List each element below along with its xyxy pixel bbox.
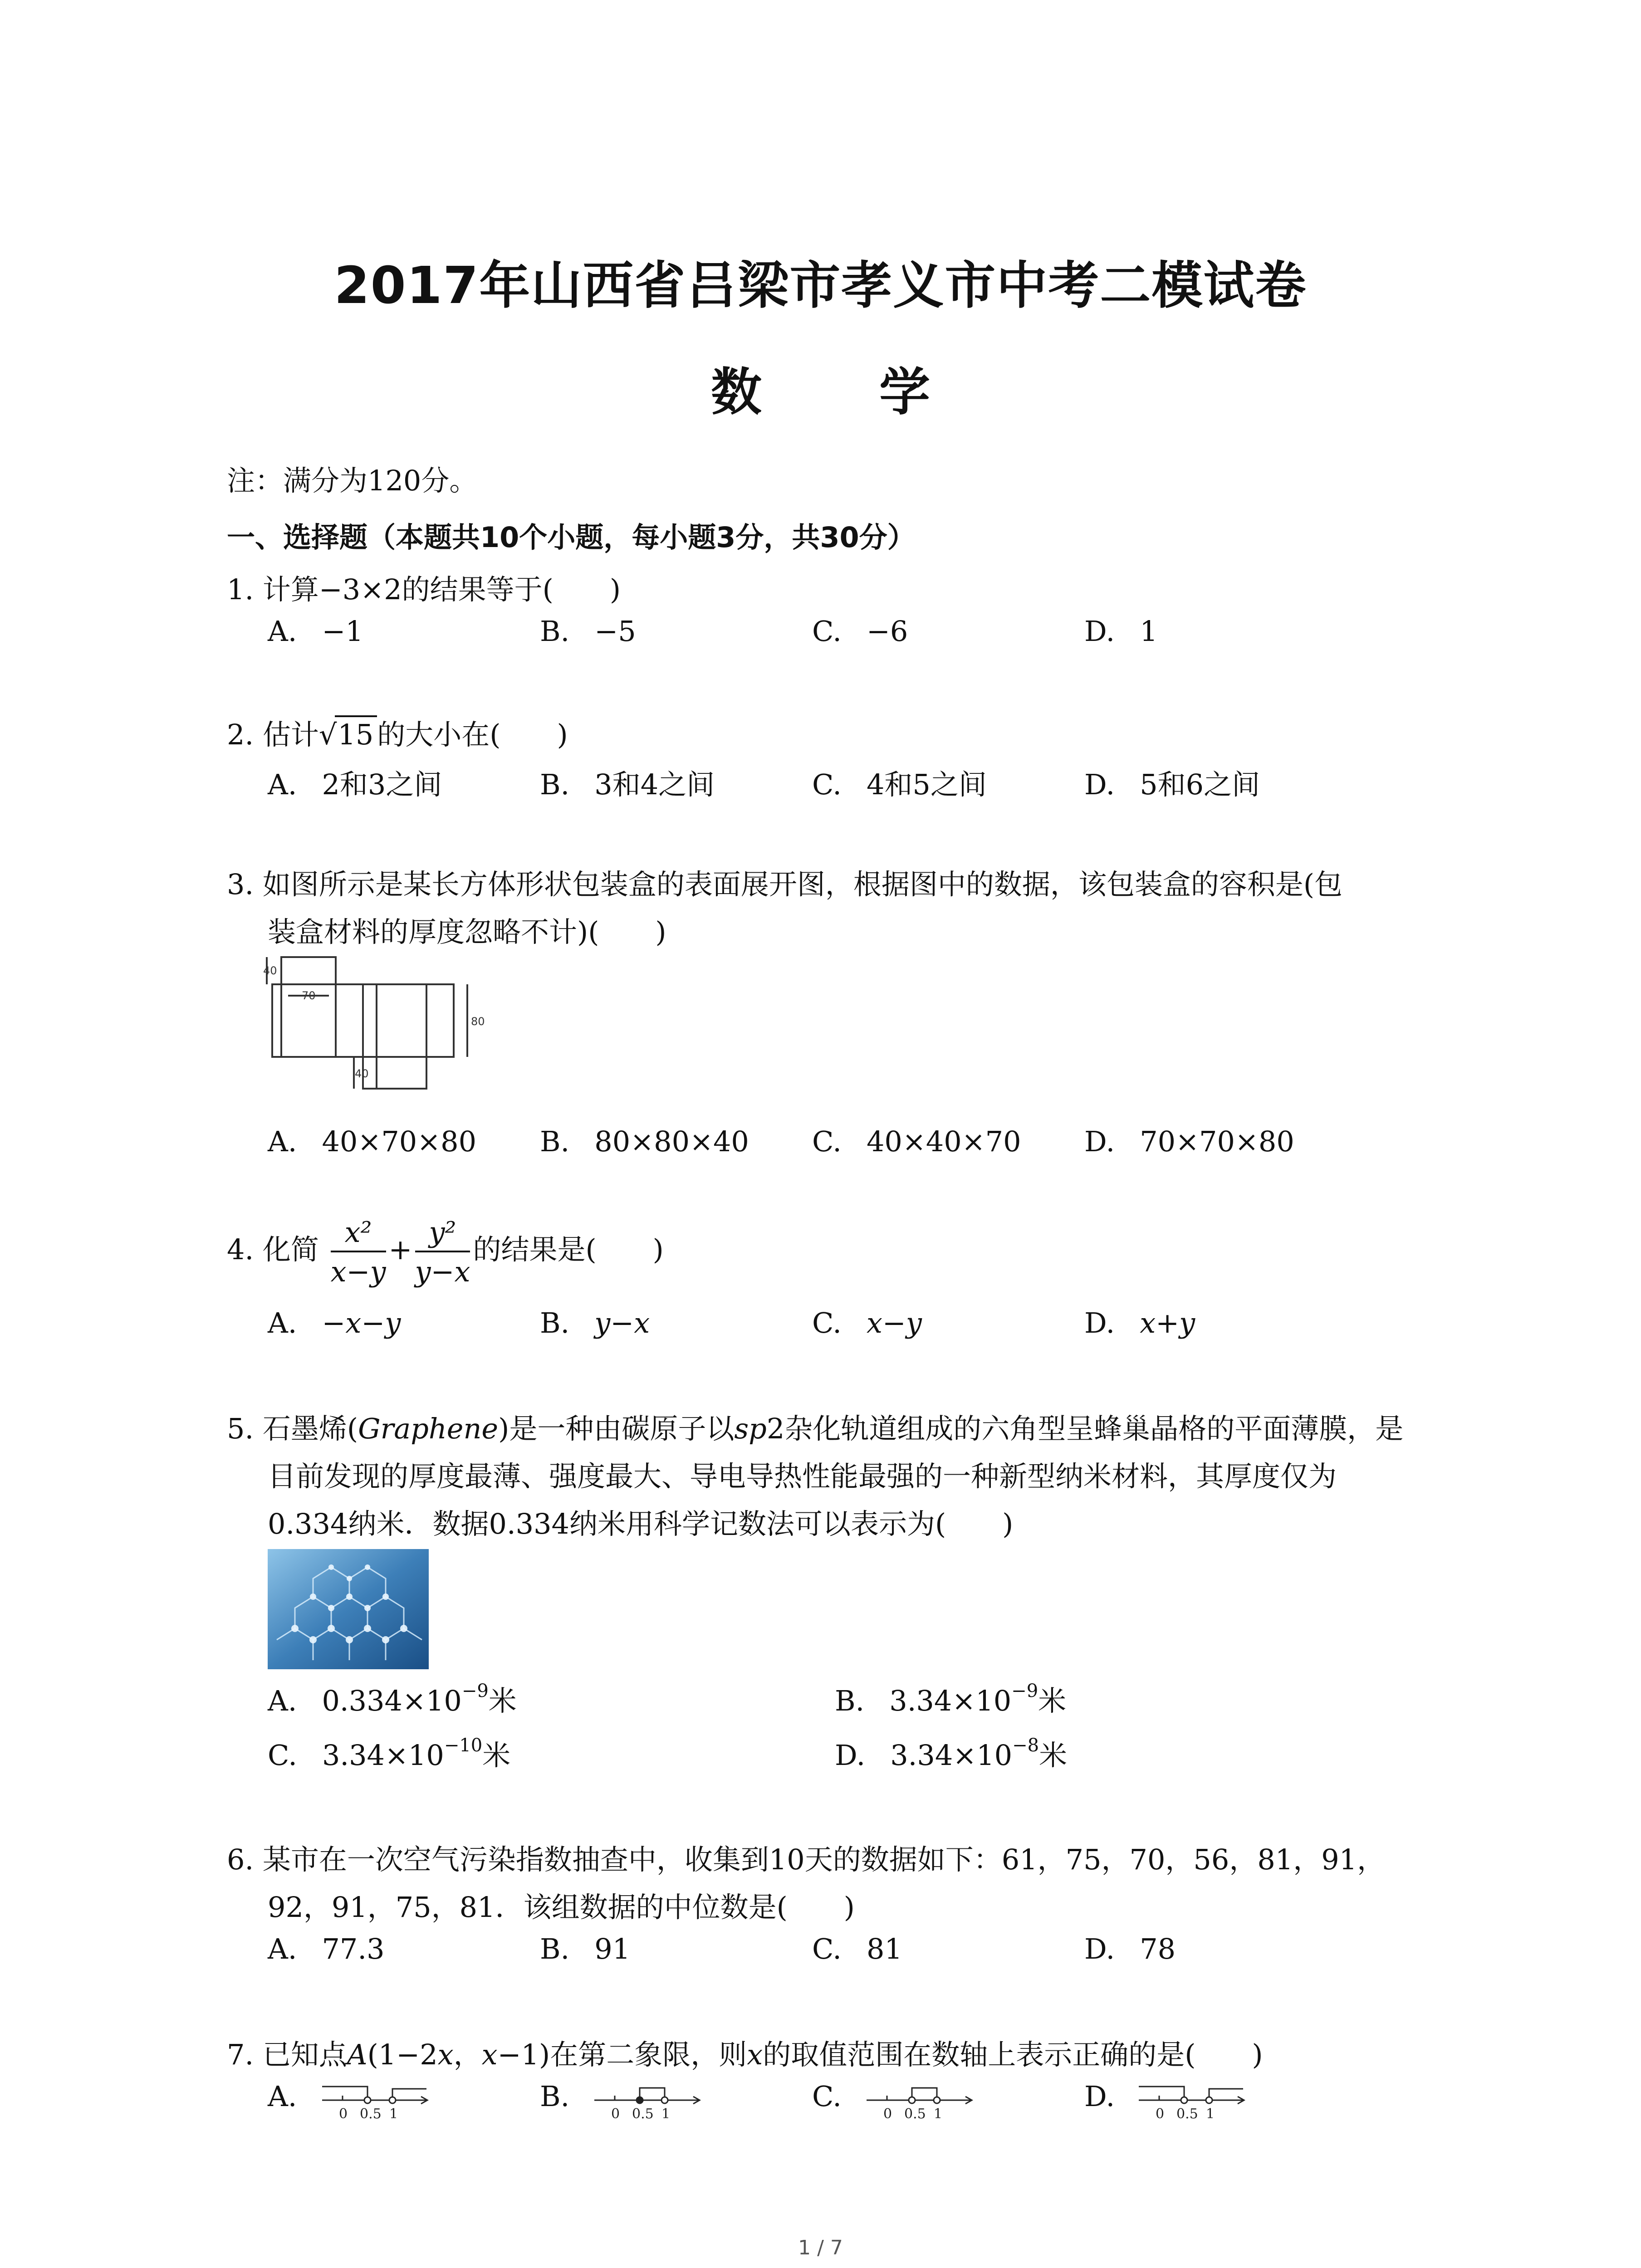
q2-option-d: D. 5和6之间: [1084, 768, 1260, 801]
net-top-flap: [281, 957, 336, 984]
box-net-figure: [263, 953, 499, 1120]
question-5-line1: 5. 石墨烯(Graphene)是一种由碳原子以sp2杂化轨道组成的六角型呈蜂巢晶格的平面薄膜，是: [227, 1412, 1404, 1445]
tick-label-1: 1: [1206, 2106, 1215, 2122]
q7-option-c-numberline: [862, 2075, 980, 2125]
tick-label-0.5: 0.5: [360, 2106, 382, 2122]
q7-option-c-letter: C.: [812, 2080, 842, 2113]
q2-option-b: B. 3和4之间: [540, 768, 715, 801]
score-note: 注：满分为120分。: [227, 464, 478, 497]
tick-label-0: 0: [883, 2106, 892, 2122]
fraction-1: $\frac{\text{x²}}{x-y}$: [330, 1216, 386, 1288]
section-heading: 一、选择题（本题共10个小题，每小题3分，共30分）: [227, 521, 916, 554]
question-6-line1: 6. 某市在一次空气污染指数抽查中，收集到10天的数据如下：61，75，70，56，81，91，: [227, 1843, 1386, 1876]
exam-title: 2017年山西省吕梁市孝义市中考二模试卷: [334, 256, 1307, 315]
question-3-line2: 装盒材料的厚度忽略不计)( ): [268, 915, 666, 948]
question-1: 1. 计算−3×2的结果等于( ): [227, 573, 621, 606]
q5-option-b: B. $3.34\times 10^{-9}$米: [835, 1681, 1067, 1717]
question-2: 2. 估计√15 的大小在( ): [227, 712, 568, 753]
question-6-line2: 92，91，75，81．该组数据的中位数是( ): [268, 1891, 855, 1924]
tick-label-1: 1: [661, 2106, 671, 2122]
tick-label-0: 0: [611, 2106, 620, 2122]
question-7: 7. 已知点A(1−2x，x−1)在第二象限，则x的取值范围在数轴上表示正确的是( ): [227, 2038, 1263, 2071]
question-5-line2: 目前发现的厚度最薄、强度最大、导电导热性能最强的一种新型纳米材料，其厚度仅为: [268, 1460, 1337, 1493]
fig-label-40-bottom: 40: [355, 1067, 369, 1080]
subject-title: 数 学: [711, 363, 980, 422]
page-number: 1 / 7: [798, 2236, 843, 2259]
graphene-image: [268, 1549, 429, 1669]
tick-label-0.5: 0.5: [632, 2106, 654, 2122]
radical-sign: √: [318, 718, 337, 751]
q7-option-d-numberline: [1134, 2075, 1252, 2125]
question-4: 4. 化简 $\frac{\text{x²}}{x-y}$ + $\frac{\text{y²}}{y-x}$ 的结果是( ): [227, 1216, 664, 1288]
q7-option-a-numberline: [318, 2075, 436, 2125]
net-face-4: [426, 984, 454, 1057]
tick-label-0.5: 0.5: [1176, 2106, 1198, 2122]
q6-option-c: C. 81: [812, 1932, 902, 1965]
q1-option-a: A. −1: [268, 615, 363, 648]
tick-label-1: 1: [389, 2106, 398, 2122]
q4-option-b: B. y−x: [540, 1306, 650, 1339]
q7-option-d-letter: D.: [1084, 2080, 1115, 2113]
q5-option-a: A. $0.334\times 10^{-9}$米: [268, 1681, 517, 1717]
question-3-line1: 3. 如图所示是某长方体形状包装盒的表面展开图，根据图中的数据，该包装盒的容积是(包: [227, 868, 1343, 901]
q5-option-d: D. $3.34\times 10^{-8}$米: [835, 1735, 1068, 1772]
net-bottom-flap: [363, 1057, 426, 1089]
fig-label-40-top: 40: [263, 964, 277, 977]
q7-option-b-letter: B.: [540, 2080, 570, 2113]
q3-option-d: D. 70×70×80: [1084, 1125, 1294, 1158]
q3-option-a: A. 40×70×80: [268, 1125, 477, 1158]
q5-option-c: C. $3.34\times 10^{-10}$米: [268, 1735, 511, 1772]
net-face-3: [363, 984, 426, 1057]
fig-label-70: 70: [302, 989, 316, 1002]
q7-option-a-letter: A.: [268, 2080, 297, 2113]
q2-option-c: C. 4和5之间: [812, 768, 987, 801]
question-5-line3: 0.334纳米．数据0.334纳米用科学记数法可以表示为( ): [268, 1507, 1014, 1540]
q2-option-a: A. 2和3之间: [268, 768, 442, 801]
q4-option-a: A. −x−y: [268, 1306, 401, 1339]
q1-option-b: B. −5: [540, 615, 636, 648]
q3-option-b: B. 80×80×40: [540, 1125, 749, 1158]
q4-option-d: D. x+y: [1084, 1306, 1195, 1339]
tick-label-0.5: 0.5: [904, 2106, 926, 2122]
tick-label-0: 0: [339, 2106, 348, 2122]
net-face-2: [336, 984, 363, 1057]
fraction-2: $\frac{\text{y²}}{y-x}$: [415, 1216, 470, 1288]
tick-label-0: 0: [1156, 2106, 1165, 2122]
q3-option-c: C. 40×40×70: [812, 1125, 1021, 1158]
fig-label-80: 80: [471, 1015, 485, 1028]
q7-option-b-numberline: [590, 2075, 708, 2125]
q6-option-a: A. 77.3: [268, 1932, 385, 1965]
q1-option-c: C. −6: [812, 615, 908, 648]
q1-option-d: D. 1: [1084, 615, 1158, 648]
q4-option-c: C. x−y: [812, 1306, 922, 1339]
q6-option-b: B. 91: [540, 1932, 631, 1965]
q6-option-d: D. 78: [1084, 1932, 1176, 1965]
tick-label-1: 1: [934, 2106, 943, 2122]
